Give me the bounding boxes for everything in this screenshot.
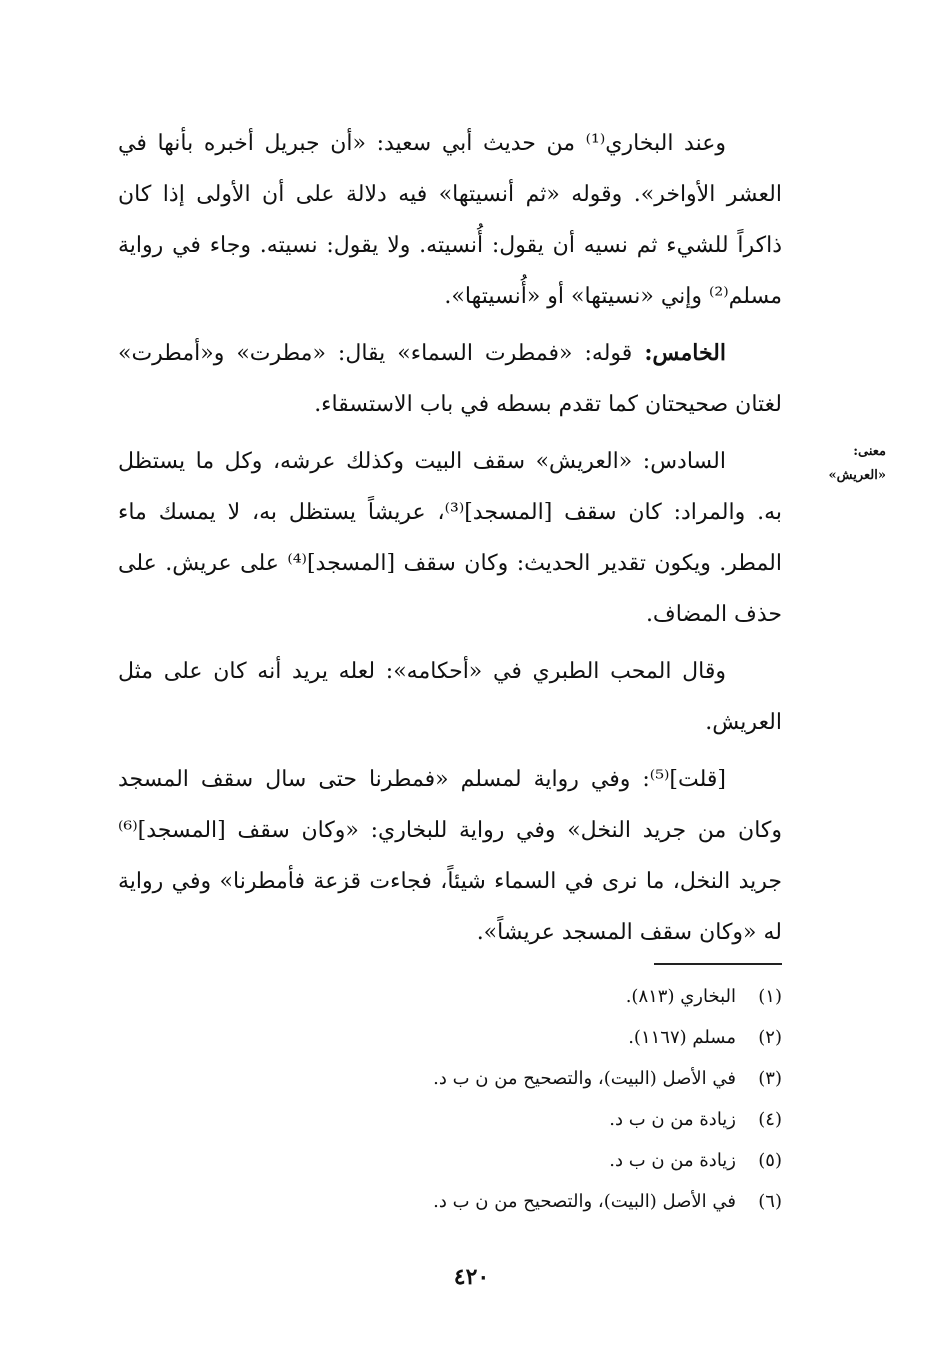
footnote-text: في الأصل (البيت)، والتصحيح من ن ب د. (433, 1068, 736, 1089)
margin-note-line: معنى: (853, 444, 886, 459)
paragraph (118, 118, 782, 322)
footnote-item (300, 1099, 782, 1140)
footnote-number: (١) (758, 986, 782, 1007)
paragraph (118, 436, 782, 640)
footnote-item (300, 1181, 782, 1222)
paragraph-text: وقال المحب الطبري في «أحكامه»: لعله يريد أنه كان على مثل العريش. (118, 659, 782, 735)
footnote-text: زيادة من ن ب د. (609, 1109, 736, 1130)
paragraph (118, 754, 782, 958)
footnote-text: البخاري (٨١٣). (625, 986, 736, 1007)
footnote-number: (٣) (758, 1068, 782, 1089)
footnote-text: زيادة من ن ب د. (609, 1150, 736, 1171)
paragraph (118, 646, 782, 748)
footnote-item (300, 1140, 782, 1181)
paragraph-text: السادس: «العريش» سقف البيت وكذلك عرشه، وكل ما يستظل به. والمراد: كان سقف [المسجد]⁽³⁾، عريشاً يستظل به، لا يمسك ماء المطر. ويكون تقدير الحديث: وكان سقف [المسجد]⁽⁴⁾ على عريش. على حذف المضاف. (118, 449, 782, 627)
paragraph-lead: الخامس: (644, 340, 726, 366)
footnote-item (300, 976, 782, 1017)
paragraph-text: وعند البخاري⁽¹⁾ من حديث أبي سعيد: «أن جبريل أخبره بأنها في العشر الأواخر». وقوله «ثم أنسيتها» فيه دلالة على أن الأولى إذا كان ذاكراً للشيء ثم نسيه أن يقول: أُنسيته. ولا يقول: نسيته. وجاء في رواية مسلم⁽²⁾ وإني «نسيتها» أو «أُنسيتها». (118, 131, 782, 309)
footnote-number: (٢) (758, 1027, 782, 1048)
footnote-text: في الأصل (البيت)، والتصحيح من ن ب د. (433, 1191, 736, 1212)
paragraph-text: [قلت]⁽⁵⁾: وفي رواية لمسلم «فمطرنا حتى سال سقف المسجد وكان من جريد النخل» وفي رواية للبخاري: «وكان سقف [المسجد]⁽⁶⁾ جريد النخل، ما نرى في السماء شيئاً، فجاءت قزعة فأمطرنا» وفي رواية له «وكان سقف المسجد عريشاً». (118, 767, 782, 945)
footnote-number: (٦) (758, 1191, 782, 1212)
footnotes (300, 976, 782, 1222)
paragraph-text: قوله: «فمطرت السماء» يقال: «مطرت» و«أمطرت» لغتان صحيحتان كما تقدم بسطه في باب الاستسقاء. (118, 341, 782, 417)
footnote-divider (654, 963, 782, 965)
footnote-number: (٤) (758, 1109, 782, 1130)
margin-note-line: «العريش» (828, 468, 886, 483)
page-number: ٤٢٠ (453, 1264, 490, 1290)
footnote-text: مسلم (١١٦٧). (628, 1027, 736, 1048)
paragraph (118, 328, 782, 430)
main-text (118, 118, 782, 964)
footnote-item (300, 1017, 782, 1058)
footnote-number: (٥) (758, 1150, 782, 1171)
margin-note (806, 440, 886, 488)
footnote-item (300, 1058, 782, 1099)
